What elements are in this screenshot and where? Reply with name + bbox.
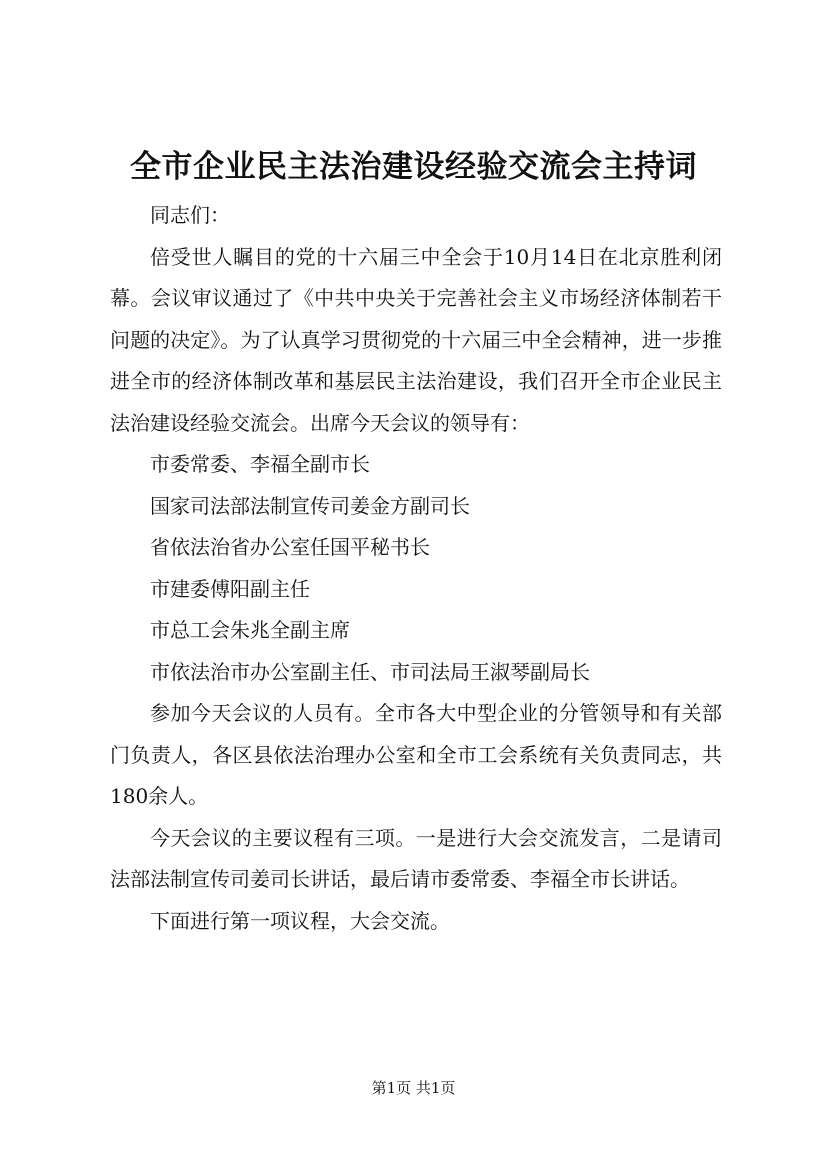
closing-paragraph: 下面进行第一项议程，大会交流。 — [150, 908, 450, 933]
leader-line: 市依法治市办公室副主任、市司法局王淑琴副局长 — [150, 659, 590, 684]
leader-line: 国家司法部法制宣传司姜金方副司长 — [150, 493, 470, 518]
leader-line: 市委常委、李福全副市长 — [150, 452, 370, 476]
leader-line: 市建委傅阳副主任 — [150, 576, 310, 601]
document-body — [110, 195, 722, 942]
leader-line: 市总工会朱兆全副主席 — [150, 618, 350, 642]
page-footer: 第1页 共1页 — [371, 1079, 456, 1097]
leader-line: 省依法治省办公室任国平秘书长 — [150, 535, 430, 559]
attendees-paragraph: 参加今天会议的人员有。全市各大中型企业的分管领导和有关部门负责人，各区县依法治理办公室和全市工会系统有关负责同志，共180余人。 — [110, 701, 722, 808]
document-title: 全市企业民主法治建设经验交流会主持词 — [130, 149, 697, 185]
agenda-paragraph: 今天会议的主要议程有三项。一是进行大会交流发言，二是请司法部法制宣传司姜司长讲话，最后请市委常委、李福全市长讲话。 — [110, 825, 722, 891]
intro-paragraph: 倍受世人瞩目的党的十六届三中全会于10月14日在北京胜利闭幕。会议审议通过了《中共中央关于完善社会主义市场经济体制若干问题的决定》。为了认真学习贯彻党的十六届三中全会精神，进一步推进全市的经济体制改革和基层民主法治建设，我们召开全市企业民主法治建设经验交流会。出席今天会议的领导有： — [110, 244, 722, 435]
greeting: 同志们： — [150, 203, 230, 227]
